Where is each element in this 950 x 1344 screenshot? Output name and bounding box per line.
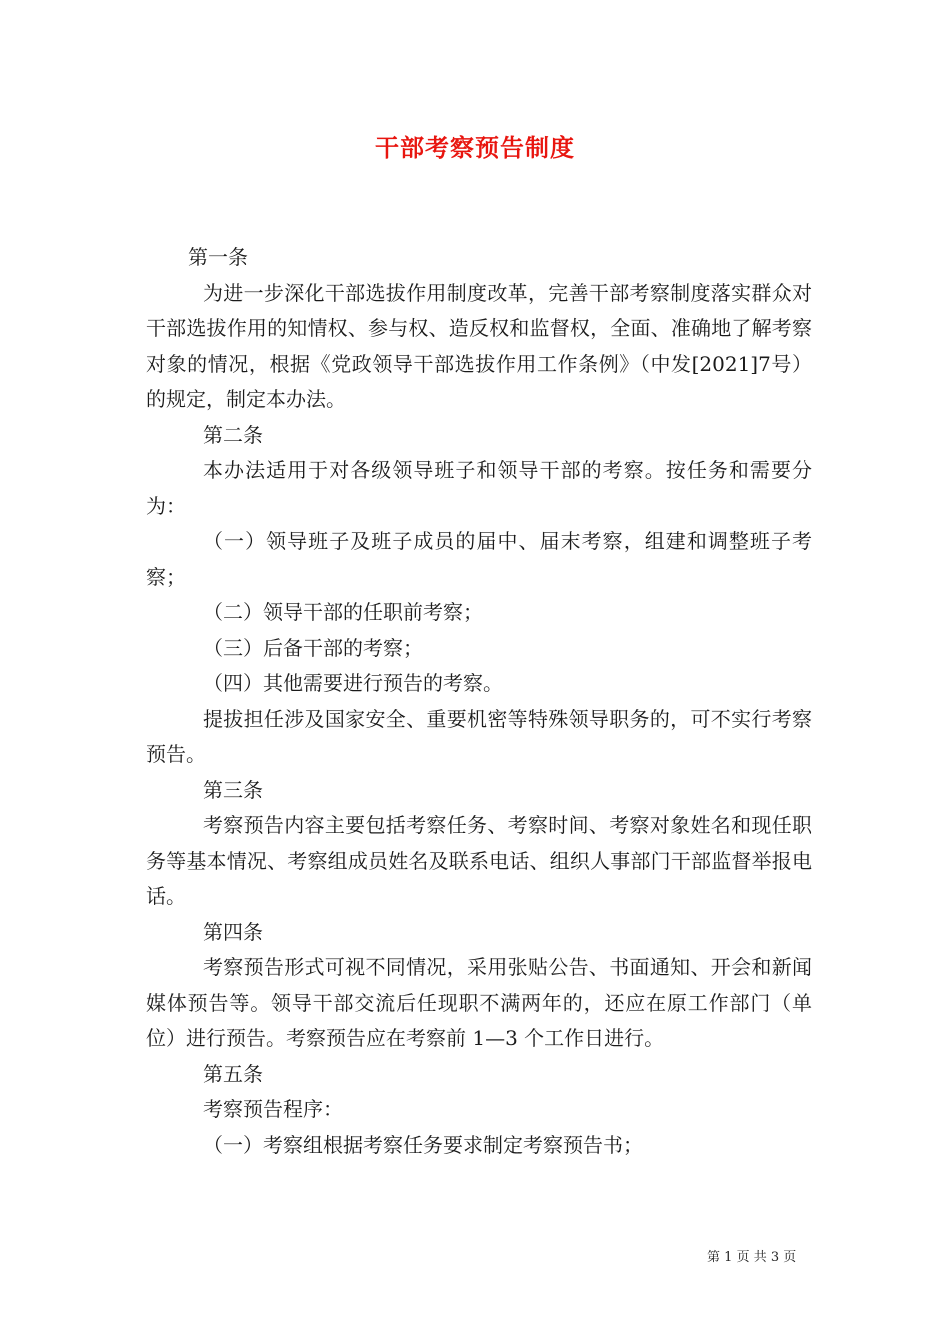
article-heading-4: 第四条 — [203, 919, 263, 944]
list-item: （四）其他需要进行预告的考察。 — [203, 671, 503, 695]
footer-page-number: 1 — [724, 1250, 733, 1265]
paragraph: 本办法适用于对各级领导班子和领导干部的考察。按任务和需要分为： — [146, 458, 812, 518]
footer-mid: 页 共 — [736, 1250, 767, 1265]
paragraph: 为进一步深化干部选拔作用制度改革，完善干部考察制度落实群众对干部选拔作用的知情权、参与权、造反权和监督权，全面、准确地了解考察对象的情况，根据《党政领导干部选拔作用工作条例》（中发[2021]7号）的规定，制定本办法。 — [146, 280, 812, 411]
list-item: （二）领导干部的任职前考察； — [203, 600, 483, 624]
paragraph: 考察预告形式可视不同情况，采用张贴公告、书面通知、开会和新闻媒体预告等。领导干部交流后任现职不满两年的，还应在原工作部门（单位）进行预告。考察预告应在考察前 1—3 个工作日进行。 — [146, 955, 812, 1050]
footer-suffix: 页 — [783, 1250, 797, 1265]
list-item: （一）领导班子及班子成员的届中、届末考察，组建和调整班子考察； — [146, 529, 812, 589]
list-item: （一）考察组根据考察任务要求制定考察预告书； — [203, 1132, 643, 1157]
document-body — [146, 240, 812, 1163]
document-title: 干部考察预告制度 — [375, 133, 575, 162]
article-heading-5: 第五条 — [203, 1061, 263, 1086]
paragraph: 提拔担任涉及国家安全、重要机密等特殊领导职务的，可不实行考察预告。 — [146, 706, 812, 766]
footer-total-pages: 3 — [770, 1250, 780, 1265]
article-heading-1: 第一条 — [188, 245, 248, 269]
article-heading-2: 第二条 — [203, 422, 263, 447]
list-item: （三）后备干部的考察； — [203, 635, 423, 660]
page-footer — [707, 1249, 827, 1267]
paragraph: 考察预告程序： — [203, 1097, 343, 1121]
article-heading-3: 第三条 — [203, 777, 263, 802]
paragraph: 考察预告内容主要包括考察任务、考察时间、考察对象姓名和现任职务等基本情况、考察组成员姓名及联系电话、组织人事部门干部监督举报电话。 — [146, 813, 812, 908]
footer-prefix: 第 — [707, 1250, 721, 1265]
